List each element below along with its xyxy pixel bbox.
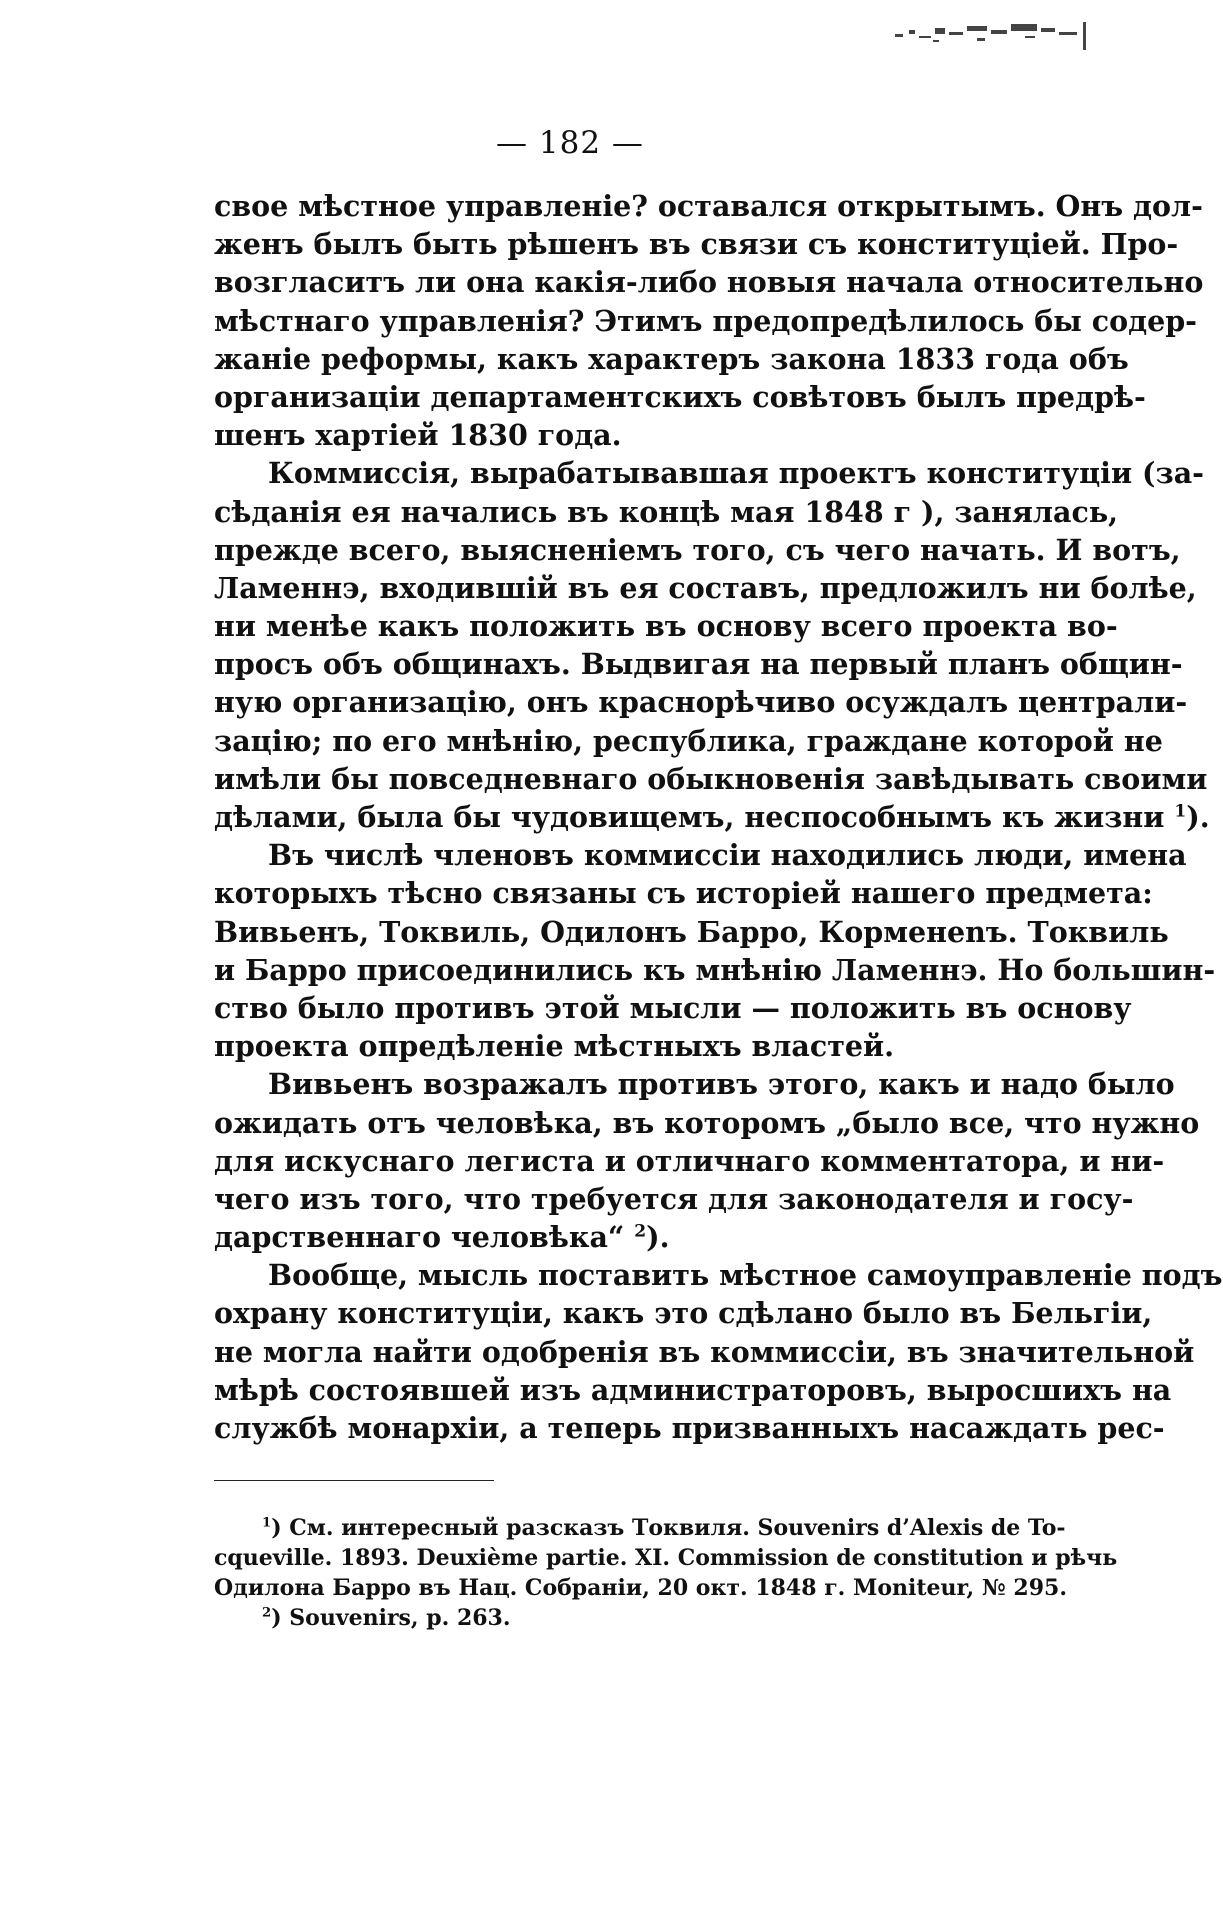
text-line: организаціи департаментскихъ совѣтовъ былъ предрѣ- [214,379,1146,414]
text-line: Ламеннэ, входившій въ ея составъ, предложилъ ни болѣе, [214,570,1197,605]
text-line-with-footnote [214,1218,1053,1256]
footnote-marker: 1 [262,1515,272,1531]
text-line: имѣли бы повседневнаго обыкновенія завѣдывать своими [214,761,1208,796]
paragraph-1 [214,187,1204,454]
text-line: женъ былъ быть рѣшенъ въ связи съ конституціей. Про- [214,227,1179,262]
text-line: шенъ хартіей 1830 года. [214,418,622,453]
text-segment: ). [646,1220,670,1255]
text-line: чего изъ того, что требуется для законодателя и госу- [214,1181,1134,1216]
text-line: зацію; по его мнѣнію, республика, граждане которой не [214,723,1163,758]
text-line: возгласитъ ли она какія-либо новыя начала относительно [214,265,1204,300]
footnote-divider [214,1480,494,1481]
text-line: ство было противъ этой мысли — положить въ основу [214,990,1132,1025]
text-line: просъ объ общинахъ. Выдвигая на первый планъ общин- [214,647,1183,682]
paragraph-4 [214,1065,1200,1256]
text-line: для искуснаго легиста и отличнаго комментатора, и ни- [214,1143,1165,1178]
footnote-line: cqueville. 1893. Deuxième partie. XI. Commission de constitution и рѣчь [214,1545,1118,1571]
footnotes [214,1513,1118,1633]
text-segment: дѣлами, была бы чудовищемъ, неспособнымъ къ жизни [214,800,1165,834]
main-text [214,187,1223,1447]
text-line: Коммиссія, вырабатывавшая проектъ конституціи (за- [268,456,1205,491]
text-line: жаніе реформы, какъ характеръ закона 1833 года объ [214,341,1129,376]
text-line: службѣ монархіи, а теперь призванныхъ насаждать рес- [214,1411,1165,1445]
footnote-1 [214,1513,1118,1603]
text-line: ожидать отъ человѣка, въ которомъ „было все, что нужно [214,1105,1200,1140]
text-line: сѣданія ея начались въ концѣ мая 1848 г ), занялась, [214,494,1119,529]
text-line: прежде всего, выясненіемъ того, съ чего начать. И вотъ, [214,532,1181,567]
text-line-with-footnote [214,798,1210,836]
footnote-line: Одилона Барро въ Нац. Собраніи, 20 окт. 1848 г. Moniteur, № 295. [214,1575,1067,1601]
paragraph-2 [214,454,1210,836]
text-line: свое мѣстное управленіе? оставался открытымъ. Онъ дол- [214,189,1203,223]
footnote-ref: 1 [1174,801,1187,822]
footnote-line [214,1513,1066,1543]
footnote-text: ) См. интересный разсказъ Токвиля. Souvenirs d’Alexis de To- [271,1515,1066,1541]
text-line: ни менѣе какъ положить въ основу всего проекта во- [214,609,1118,644]
text-line: мѣстнаго управленія? Этимъ предопредѣлилось бы содер- [214,303,1198,338]
scan-artifact-mark [885,14,1110,54]
text-line: ную организацію, онъ краснорѣчиво осуждалъ централи- [214,685,1188,720]
text-line: Вообще, мысль поставить мѣстное самоуправленіе подъ [268,1258,1223,1293]
page-number: — 182 — [496,125,644,161]
footnote-marker: 2 [262,1605,272,1621]
text-line: проекта опредѣленіе мѣстныхъ властей. [214,1029,895,1064]
footnote-text: ) Souvenirs, p. 263. [271,1605,511,1631]
text-line: охрану конституціи, какъ это сдѣлано было въ Бельгіи, [214,1296,1153,1331]
footnote-ref: 2 [634,1221,647,1242]
text-line: Вивьенъ, Токвиль, Одилонъ Барро, Корменenъ. Токвиль [214,914,1169,949]
text-line: Въ числѣ членовъ коммиссіи находились люди, имена [268,838,1187,873]
paragraph-5 [214,1256,1223,1447]
footnote-line [214,1603,1053,1633]
text-segment: дарственнаго человѣка“ [214,1220,625,1255]
text-line: не могла найти одобренія въ коммиссіи, въ значительной [214,1334,1195,1369]
text-line: и Барро присоединились къ мнѣнію Ламеннэ. Но большин- [214,952,1216,987]
text-line: Вивьенъ возражалъ противъ этого, какъ и надо было [268,1067,1175,1102]
paragraph-3 [214,836,1216,1065]
text-line: которыхъ тѣсно связаны съ исторіей нашего предмета: [214,876,1153,911]
text-segment: ). [1186,800,1210,834]
text-line: мѣрѣ состоявшей изъ администраторовъ, выросшихъ на [214,1372,1172,1407]
footnote-2 [214,1603,1053,1633]
